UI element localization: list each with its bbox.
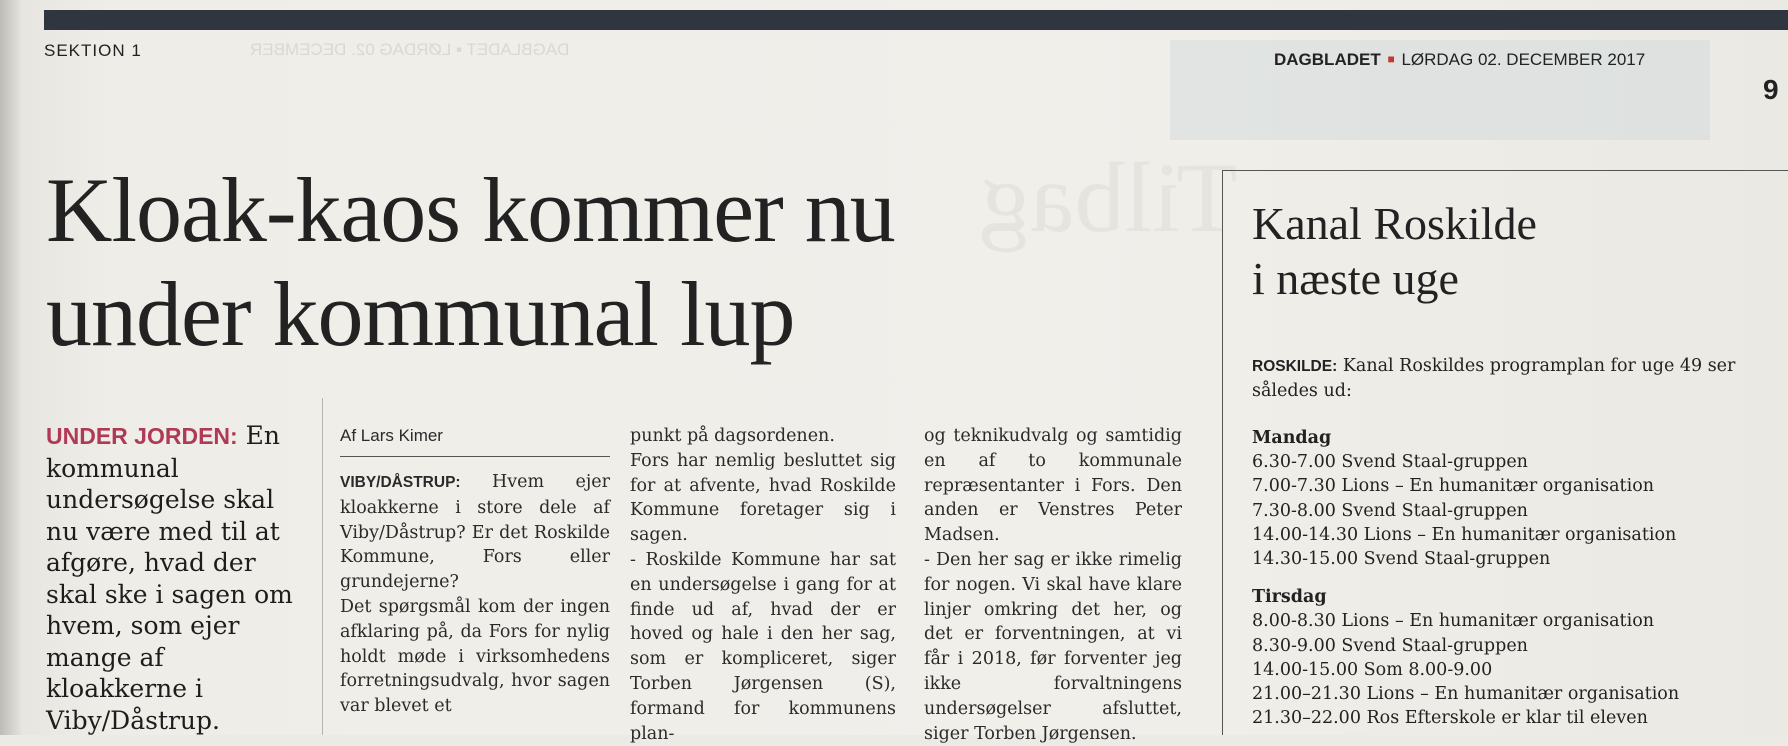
masthead: [1274, 50, 1645, 70]
schedule-slot: 7.30-8.00 Svend Staal-gruppen: [1252, 500, 1528, 521]
program-schedule: [1252, 426, 1788, 730]
column-divider: [322, 398, 323, 735]
masthead-bullet-icon: ■: [1387, 52, 1395, 66]
page-edge-shadow: [0, 0, 22, 735]
schedule-slot: 21.30–22.00 Ros Efterskole er klar til eleven: [1252, 708, 1648, 729]
sidebar-dateline: ROSKILDE:: [1252, 358, 1338, 375]
article-lead: [46, 420, 301, 736]
day-heading: Mandag: [1252, 428, 1332, 448]
headline-line-1: Kloak-kaos kommer nu: [46, 159, 895, 261]
article-headline: [46, 158, 1186, 366]
section-label: SEKTION 1: [44, 41, 142, 60]
article-column-2: punkt på dagsordenen. Fors har nemlig besluttet sig for at afvente, hvad Roskilde Kommune foretager sig i sagen. - Roskilde Kommune har sat en undersøgelse i gang for at finde ud af, hvad der er hoved og hale i den her sag, som er kompliceret, siger Torben Jørgensen (S), formand for kommunens plan-: [630, 426, 896, 744]
article-column-3: og teknikudvalg og samtidig en af to kommunale repræsentanter i Fors. Den anden er Venstres Peter Madsen. - Den her sag er ikke rimelig for nogen. Vi skal have klare linjer omkring det her, og det er forventningen, at vi får i 2018, før forventer jeg ikke forvaltningens undersøgelser afsluttet, siger Torben Jørgensen.: [924, 426, 1182, 744]
lead-text: En kommunal undersøgelse skal nu være med til at afgøre, hvad der skal ske i sagen om hvem, som ejer mange af kloakkerne i Viby/Dåstrup.: [46, 421, 293, 735]
schedule-slot: 8.30-9.00 Svend Staal-gruppen: [1252, 635, 1528, 656]
column-1-text: Hvem ejer kloakkerne i store dele af Viby/Dåstrup? Er det Roskilde Kommune, Fors eller grundejerne? Det spørgsmål kom der ingen afklaring på, da Fors for nylig holdt møde i virksomhedens forretningsudvalg, hvor sagen var blevet et: [340, 472, 610, 717]
schedule-slot: 21.00–21.30 Lions – En humanitær organisation: [1252, 684, 1680, 705]
top-rule: [44, 10, 1788, 30]
sidebar-title-line-1: Kanal Roskilde: [1252, 198, 1537, 249]
schedule-slot: 6.30-7.00 Svend Staal-gruppen: [1252, 452, 1528, 473]
lead-kicker: UNDER JORDEN:: [46, 423, 238, 449]
issue-date: LØRDAG 02. DECEMBER 2017: [1401, 50, 1646, 69]
sidebar-title-line-2: i næste uge: [1252, 253, 1459, 304]
page-number: 9: [1763, 74, 1779, 105]
bleed-through-masthead: DAGBLADET ▪ LØRDAG 02. DECEMBER: [250, 40, 570, 59]
byline: Af Lars Kimer: [340, 426, 443, 445]
dateline: VIBY/DÅSTRUP:: [340, 474, 461, 491]
schedule-slot: 8.00-8.30 Lions – En humanitær organisation: [1252, 611, 1654, 632]
schedule-slot: 14.00-14.30 Lions – En humanitær organisation: [1252, 524, 1677, 545]
byline-rule: [340, 456, 610, 457]
day-heading: Tirsdag: [1252, 587, 1327, 608]
schedule-slot: 14.00-15.00 Som 8.00-9.00: [1252, 659, 1493, 680]
headline-line-2: under kommunal lup: [46, 263, 795, 365]
paper-name: DAGBLADET: [1274, 50, 1381, 69]
schedule-slot: 7.00-7.30 Lions – En humanitær organisation: [1252, 476, 1654, 497]
schedule-slot: 14.30-15.00 Svend Staal-gruppen: [1252, 549, 1551, 570]
bleed-through-headline: Tilbag: [980, 142, 1238, 253]
article-column-1: [340, 470, 610, 719]
sidebar-intro-text: Kanal Roskildes programplan for uge 49 ser således ud:: [1252, 356, 1736, 401]
sidebar-title: [1252, 196, 1537, 306]
sidebar-intro: [1252, 354, 1772, 403]
